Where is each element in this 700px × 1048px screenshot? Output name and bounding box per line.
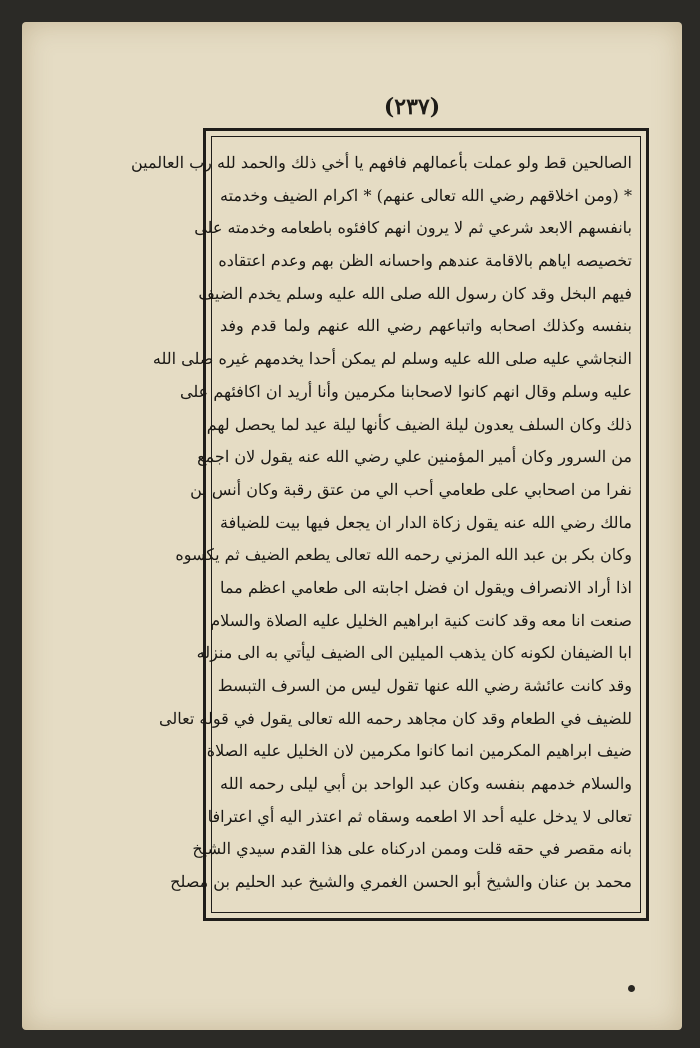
text-line: محمد بن عنان والشيخ أبو الحسن الغمري والشيخ عبد الحليم بن مصلح (170, 872, 632, 892)
text-line: نفرا من اصحابي على طعامي أحب الي من عتق رقبة وكان أنس بن (190, 479, 632, 499)
text-line: وقد كانت عائشة رضي الله عنها تقول ليس من السرف التبسط (217, 676, 632, 695)
text-line: تعالى لا يدخل عليه أحد الا اطعمه وسقاه ثم اعتذر اليه أي اعترافا (207, 806, 632, 826)
body-text (130, 147, 632, 899)
text-frame-inner (130, 136, 641, 913)
text-frame (130, 128, 649, 921)
text-line: فيهم البخل وقد كان رسول الله صلى الله عليه وسلم يخدم الضيف (198, 283, 632, 303)
text-line: للضيف في الطعام وقد كان مجاهد رحمه الله تعالى يقول في قوله تعالى (159, 708, 632, 728)
text-line: ذلك وكان السلف يعدون ليلة الضيف كأنها ليلة عيد لما يحصل لهم (206, 414, 632, 434)
text-line: والسلام خدمهم بنفسه وكان عبد الواحد بن أبي ليلى رحمه الله (220, 774, 632, 794)
text-line: اذا أراد الانصراف ويقول ان فضل اجابته الى طعامي اعظم مما (220, 577, 632, 597)
ink-dot (628, 985, 635, 992)
text-line: تخصيصه اياهم بالاقامة عندهم واحسانه الظن بهم وعدم اعتقاده (218, 251, 632, 271)
text-line: النجاشي عليه صلى الله عليه وسلم لم يمكن أحدا يخدمهم غيره صلى الله (152, 349, 632, 369)
text-line: من السرور وكان أمير المؤمنين علي رضي الله عنه يقول لان اجمع (197, 447, 632, 467)
text-line: الصالحين قط ولو عملت بأعمالهم فافهم يا أخي ذلك والحمد لله رب العالمين (130, 153, 632, 172)
text-line: وكان بكر بن عبد الله المزني رحمه الله تعالى يطعم الضيف ثم يكسوه (175, 545, 632, 565)
text-line: عليه وسلم وقال انهم كانوا لاصحابنا مكرمين وأنا أريد ان اكافئهم على (180, 381, 632, 401)
text-line: بنفسه وكذلك اصحابه واتباعهم رضي الله عنهم ولما قدم وفد (220, 316, 632, 336)
text-line: ضيف ابراهيم المكرمين انما كانوا مكرمين لان الخليل عليه الصلاة (206, 741, 632, 761)
page-number: (٢٣٧) (383, 94, 441, 120)
text-line: ابا الضيفان لكونه كان يذهب الميلين الى الضيف ليأتي به الى منزله (196, 643, 632, 663)
text-line: مالك رضي الله عنه يقول زكاة الدار ان يجعل فيها بيت للضيافة (220, 512, 632, 532)
book-page (22, 22, 682, 1030)
text-line: صنعت انا معه وقد كانت كنية ابراهيم الخليل عليه الصلاة والسلام (210, 610, 632, 630)
text-line: * (ومن اخلاقهم رضي الله تعالى عنهم) * اكرام الضيف وخدمته (220, 185, 632, 205)
text-line: بانفسهم الابعد شرعي ثم لا يرون انهم كافئوه باطعامه وخدمته على (194, 218, 632, 238)
text-line: بانه مقصر في حقه قلت وممن ادركناه على هذا القدم سيدي الشيخ (192, 839, 632, 859)
